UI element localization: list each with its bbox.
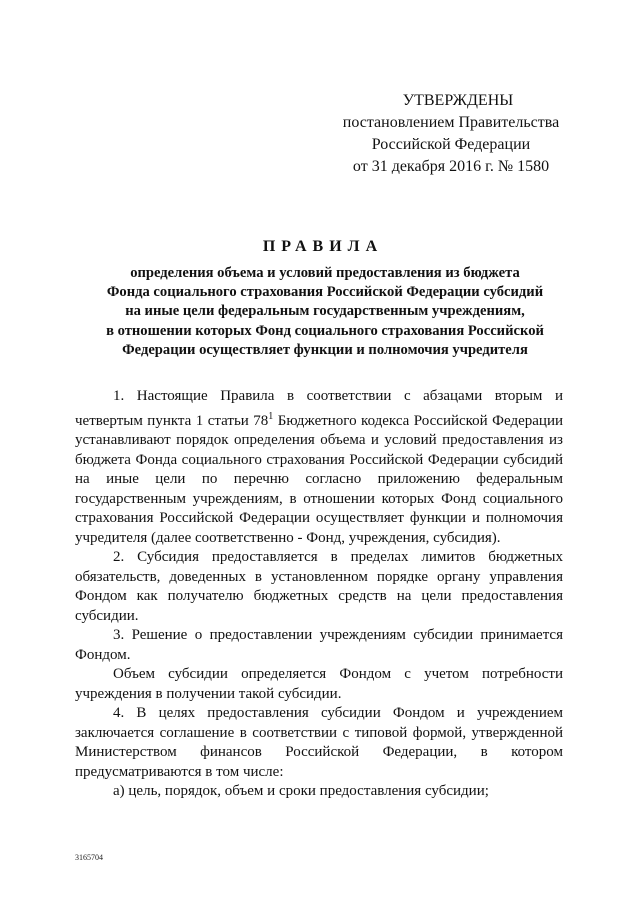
subtitle-line: Фонда социального страхования Российской Федерации субсидий <box>106 284 544 301</box>
approval-line-1: постановлением Правительства <box>342 114 560 131</box>
document-code: 3165704 <box>75 853 103 862</box>
paragraph-4-item-a: а) цель, порядок, объем и сроки предоставления субсидии; <box>113 783 489 799</box>
article-superscript: 1 <box>268 410 274 422</box>
approval-line-2: Российской Федерации <box>371 136 531 153</box>
approval-title: УТВЕРЖДЕНЫ <box>402 92 514 109</box>
paragraph-2: 2. Субсидия предоставляется в пределах лимитов бюджетных обязательств, доведенных в установленном порядке органу управления Фондом как получателю бюджетных средств на цели предоставления субсидии. <box>75 549 563 624</box>
approval-line-3: от 31 декабря 2016 г. № 1580 <box>352 158 550 175</box>
document-body <box>75 387 563 802</box>
paragraph-1-text: 1. Настоящие Правила в соответствии с абзацами вторым и четвертым пункта 1 статьи 78 <box>75 388 563 429</box>
paragraph-1 <box>75 387 563 548</box>
approval-block <box>336 90 566 178</box>
subtitle-line: в отношении которых Фонд социального страхования Российской <box>106 322 544 339</box>
paragraph-3: 3. Решение о предоставлении учреждениям субсидии принимается Фондом. <box>75 627 563 663</box>
subtitle-line: определения объема и условий предоставления из бюджета <box>130 265 520 281</box>
paragraph-1-text-cont: Бюджетного кодекса Российской Федерации устанавливают порядок определения объема и условий предоставления из бюджета Фонда социального страхования Российской Федерации субсидий на иные цели по перечню согласно приложению федеральным государственным учреждениям, в отношении которых Фонд социального страхования Российской Федерации осуществляет функции и полномочия учредителя (далее соответственно - Фонд, учреждения, субсидия). <box>75 412 563 546</box>
paragraph-4: 4. В целях предоставления субсидии Фондом и учреждением заключается соглашение в соответствии с типовой формой, утвержденной Министерством финансов Российской Федерации, в котором предусматриваются в том числе: <box>75 705 563 780</box>
subtitle-line: на иные цели федеральным государственным учреждениям, <box>125 303 525 320</box>
subtitle-line: Федерации осуществляет функции и полномочия учредителя <box>122 341 528 358</box>
document-title: ПРАВИЛА <box>262 238 384 255</box>
paragraph-3-cont: Объем субсидии определяется Фондом с учетом потребности учреждения в получении такой субсидии. <box>75 666 563 702</box>
document-subtitle <box>95 264 555 360</box>
